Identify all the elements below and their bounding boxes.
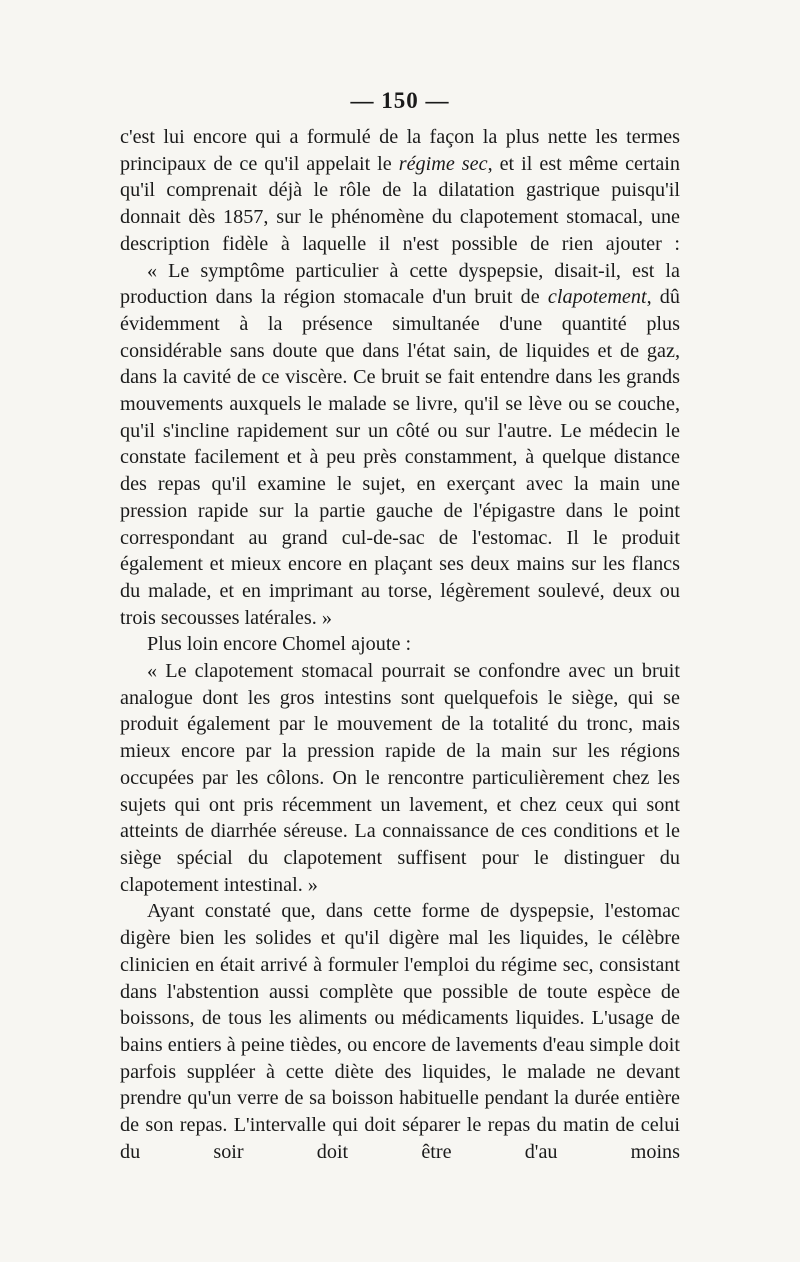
body-text [120, 124, 680, 1165]
paragraph-3: Plus loin encore Chomel ajoute : [147, 633, 412, 656]
paragraph-2 [120, 258, 680, 632]
paragraph-1-italic: régime sec [398, 152, 488, 175]
paragraph-2-text-b: , dû évidemment à la présence simultanée d'une quantité plus considérable sans doute que dans l'état sain, de liquides et de gaz, dans la cavité de ce viscère. Ce bruit se fait entendre dans les grands mouvements auxquels le malade se livre, qu'il se lève ou se couche, qu'il s'incline rapidement sur un côté ou sur l'autre. Le médecin le constate facilement et à peu près constamment, à quelque distance des repas qu'il examine le sujet, en exerçant avec la main une pression rapide sur la partie gauche de l'épigastre dans le point correspondant au grand cul-de-sac de l'estomac. Il le produit également et mieux encore en plaçant ses deux mains sur les flancs du malade, et en imprimant au torse, légèrement soulevé, deux ou trois secousses latérales. » [120, 286, 680, 629]
paragraph-2-italic: clapotement [547, 286, 647, 309]
paragraph-1 [120, 124, 680, 258]
paragraph-5: Ayant constaté que, dans cette forme de dyspepsie, l'estomac digère bien les solides et qu'il digère mal les liquides, le célèbre clinicien en était arrivé à formuler l'emploi du régime sec, consistant dans l'abstention aussi complète que possible de toute espèce de boissons, de tous les aliments ou médicaments liquides. L'usage de bains entiers à peine tièdes, ou encore de lavements d'eau simple doit parfois suppléer à cette diète des liquides, le malade ne devant prendre qu'un verre de sa boisson habituelle pendant la durée entière de son repas. L'intervalle qui doit séparer le repas du matin de celui du soir doit être d'au moins [120, 900, 680, 1163]
paragraph-4: « Le clapotement stomacal pourrait se confondre avec un bruit analogue dont les gros intestins sont quelquefois le siège, qui se produit également par le mouvement de la totalité du tronc, mais mieux encore par la pression rapide de la main sur les régions occupées par les côlons. On le rencontre particulièrement chez les sujets qui ont pris récemment un lavement, et chez ceux qui sont atteints de diarrhée séreuse. La connaissance de ces conditions et le siège spécial du clapotement suffisent pour le distinguer du clapotement intestinal. » [120, 660, 680, 896]
paragraph-1-text-a: c'est lui encore qui a formulé de la façon la plus nette les termes principaux de ce qu'il appelait le [120, 126, 680, 175]
paragraph-1-text-b: , et il est même certain qu'il comprenait déjà le rôle de la dilatation gastrique puisqu'il donnait dès 1857, sur le phénomène du clapotement stomacal, une description fidèle à laquelle il n'est possible de rien ajouter : [120, 152, 680, 255]
paragraph-2-text-a: « Le symptôme particulier à cette dyspepsie, disait-il, est la production dans la région stomacale d'un bruit de [120, 259, 680, 309]
page-number: — 150 — [350, 88, 450, 113]
